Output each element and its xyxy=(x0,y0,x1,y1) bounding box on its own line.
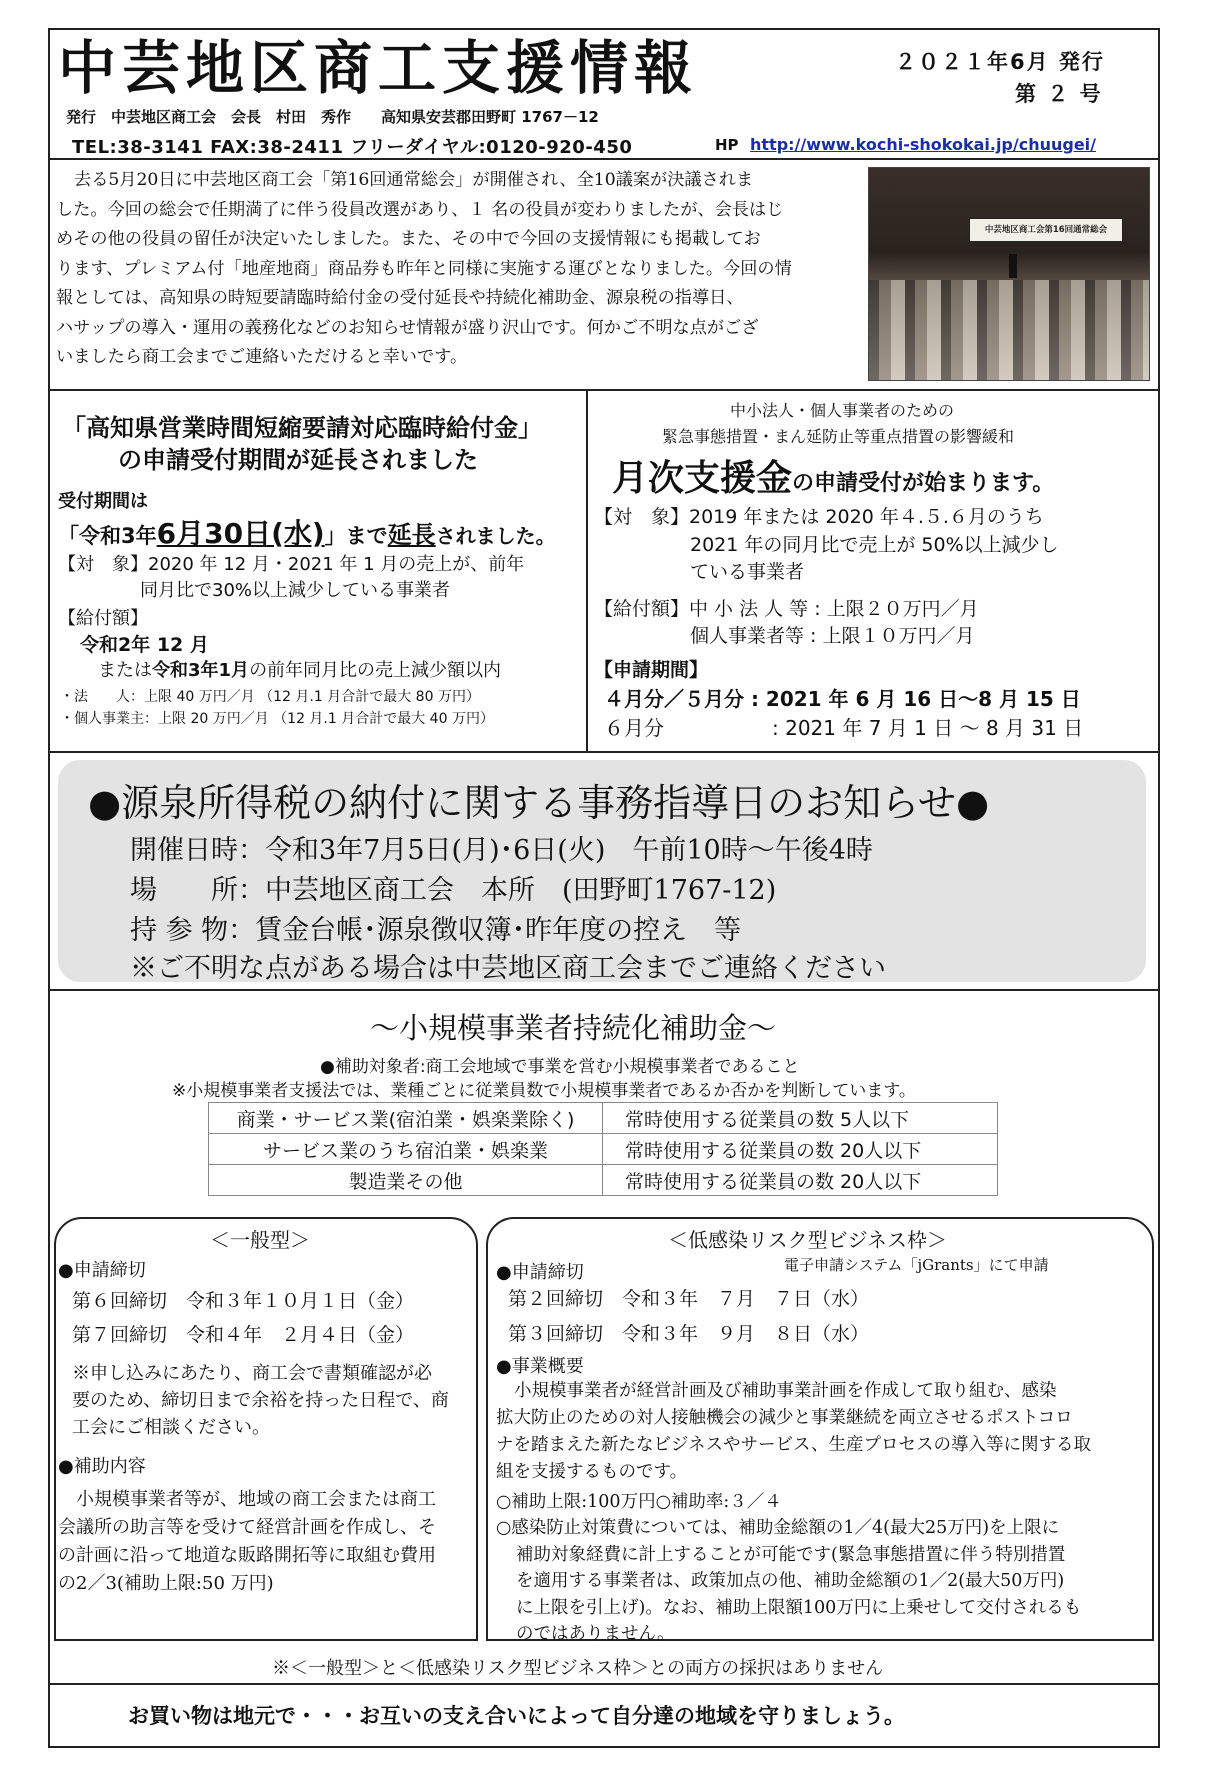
monthly-title-rest: の申請受付が始まります。 xyxy=(792,471,1055,496)
ext-prefix: 「令和3年 xyxy=(58,524,157,548)
summary-line: 拡大防止のための対人接触機会の減少と事業継続を両立させるポストコロ xyxy=(496,1408,1073,1428)
lowrisk-summary-label: ●事業概要 xyxy=(496,1356,584,1377)
kochi-extension xyxy=(58,512,556,552)
speaker xyxy=(1009,254,1017,278)
table-row xyxy=(209,1134,998,1165)
audience xyxy=(869,280,1149,380)
issue-number: 第 ２ 号 xyxy=(1015,82,1103,106)
monthly-period-label: 【申請期間】 xyxy=(594,659,709,681)
kochi-target-1: 【対 象】2020 年 12 月・2021 年 1 月の売上が、前年 xyxy=(58,554,525,575)
ext-extended: 延長 xyxy=(387,521,436,549)
general-deadline-6: 第６回締切 令和３年１０月１日（金） xyxy=(72,1290,415,1312)
general-title: ＜一般型＞ xyxy=(210,1228,310,1252)
extra-line: に上限を引上げ)。なお、補助上限額100万円に上乗せして交付されるも xyxy=(516,1597,1082,1618)
table-cell: 商業・サービス業(宿泊業・娯楽業除く) xyxy=(209,1103,603,1134)
kochi-amount-2 xyxy=(98,656,501,682)
content-line: の計画に沿って地道な販路開拓等に取組む費用 xyxy=(58,1545,436,1566)
table-row xyxy=(209,1165,998,1196)
intro-line: いましたら商工会までご連絡いただけると幸いです。 xyxy=(56,347,468,367)
lowrisk-summary xyxy=(496,1378,1091,1486)
intro-line: 報としては、高知県の時短要請臨時給付金の受付延長や持続化補助金、源泉税の指導日、 xyxy=(56,288,744,308)
summary-line: ナを踏まえた新たなビジネスやサービス、生産プロセスの導入等に関する取 xyxy=(496,1435,1091,1455)
caution-line: 要のため、締切日まで余裕を持った日程で、商 xyxy=(72,1390,449,1411)
monthly-target-3: ている事業者 xyxy=(690,561,805,583)
general-meeting-photo xyxy=(868,167,1150,381)
caution-line: 工会にご相談ください。 xyxy=(72,1417,270,1438)
summary-line: 組を支援するものです。 xyxy=(496,1462,688,1482)
table-row xyxy=(209,1103,998,1134)
table-cell: 常時使用する従業員の数 20人以下 xyxy=(603,1134,998,1165)
amount2-month: 令和3年1月 xyxy=(152,660,250,681)
gensen-title: ●源泉所得税の納付に関する事務指導日のお知らせ● xyxy=(88,781,990,825)
subsidy-target: ●補助対象者:商工会地域で事業を営む小規模事業者であること xyxy=(320,1057,800,1077)
intro-line: 去る5月20日に中芸地区商工会「第16回通常総会」が開催され、全10議案が決議されま xyxy=(74,170,754,190)
monthly-target-2: 2021 年の同月比で売上が 50%以上減少し xyxy=(690,534,1059,556)
publisher-line: 発行 中芸地区商工会 会長 村田 秀作 高知県安芸郡田野町 1767－12 xyxy=(66,108,599,126)
jgrants-note: 電子申請システム「jGrants」にて申請 xyxy=(784,1256,1049,1274)
footer-slogan: お買い物は地元で・・・お互いの支え合いによって自分達の地域を守りましょう。 xyxy=(128,1704,905,1728)
general-deadline-7: 第７回締切 令和４年 ２月４日（金） xyxy=(72,1324,415,1346)
lowrisk-deadline-3: 第３回締切 令和３年 ９月 ８日（水） xyxy=(508,1323,870,1345)
general-content-label: ●補助内容 xyxy=(58,1456,146,1477)
issue-date: ２０２１年6月 発行 xyxy=(895,50,1105,74)
content-line: の2／3(補助上限:50 万円) xyxy=(58,1573,274,1594)
monthly-amount-1: 【給付額】中 小 法 人 等 : 上限２０万円／月 xyxy=(594,598,979,620)
lowrisk-deadline-2: 第２回締切 令和３年 ７月 ７日（水） xyxy=(508,1288,870,1310)
period1-months: ４月分／５月分 xyxy=(604,687,744,711)
general-content xyxy=(58,1486,436,1598)
kochi-title-2: の申請受付期間が延長されました xyxy=(118,446,478,474)
monthly-target-1: 【対 象】2019 年または 2020 年４.５.６月のうち xyxy=(594,506,1044,528)
masthead-title: 中芸地区商工支援情報 xyxy=(58,34,699,102)
footer-note: ※＜一般型＞と＜低感染リスク型ビジネス枠＞との両方の採択はありません xyxy=(272,1658,884,1679)
intro-line: ります、プレミアム付「地産地商」商品券も昨年と同様に実施する運びとなりました。今回の情 xyxy=(56,258,792,279)
lowrisk-deadline-label: ●申請締切 xyxy=(496,1262,584,1283)
lowrisk-limit: ○補助上限:100万円○補助率:３／４ xyxy=(496,1492,782,1512)
kochi-amount-label: 【給付額】 xyxy=(58,608,148,629)
gensen-date: 開催日時：令和3年7月5日(月)･6日(火) 午前10時～午後4時 xyxy=(130,835,873,866)
extra-line: のではありません。 xyxy=(516,1624,675,1644)
amount2-or: または xyxy=(98,660,152,681)
extra-line: 補助対象経費に計上することが可能です(緊急事態措置に伴う特別措置 xyxy=(516,1544,1066,1565)
intro-line: めその他の役員の留任が決定いたしました。また、その中で今回の支援情報にも掲載してお xyxy=(56,229,761,249)
table-cell: サービス業のうち宿泊業・娯楽業 xyxy=(209,1134,603,1165)
gensen-place: 場 所：中芸地区商工会 本所 (田野町1767-12) xyxy=(130,875,777,906)
kochi-title-1: 「高知県営業時間短縮要請対応臨時給付金」 xyxy=(62,414,542,442)
kochi-period-label: 受付期間は xyxy=(58,491,148,512)
table-cell: 常時使用する従業員の数 20人以下 xyxy=(603,1165,998,1196)
hp-label: HP xyxy=(715,136,739,154)
content-line: 会議所の助言等を受けて経営計画を作成し、そ xyxy=(58,1517,436,1538)
intro-text xyxy=(56,166,856,373)
homepage-link[interactable]: http://www.kochi-shokokai.jp/chuugei/ xyxy=(750,135,1097,154)
monthly-sub-2: 緊急事態措置・まん延防止等重点措置の影響緩和 xyxy=(662,427,1015,446)
extra-line: を適用する事業者は、政策加点の他、補助金総額の1／2(最大50万円) xyxy=(516,1571,1065,1591)
table-cell: 製造業その他 xyxy=(209,1165,603,1196)
table-cell: 常時使用する従業員の数 5人以下 xyxy=(603,1103,998,1134)
kochi-note-indiv: ・個人事業主：上限 20 万円／月 （12 月.1 月合計で最大 40 万円） xyxy=(60,711,494,727)
lowrisk-extra xyxy=(496,1515,1081,1648)
summary-line: 小規模事業者が経営計画及び補助事業計画を作成して取り組む、感染 xyxy=(514,1381,1057,1401)
stage-banner xyxy=(969,218,1123,242)
amount2-rest: の前年同月比の売上減少額以内 xyxy=(249,660,502,681)
employee-table xyxy=(208,1102,998,1196)
contact-line: TEL:38-3141 FAX:38-2411 フリーダイヤル:0120-920-450 xyxy=(72,137,633,158)
content-line: 小規模事業者等が、地域の商工会または商工 xyxy=(76,1489,436,1510)
period2-dates: : 2021 年 7 月 1 日 ～ 8 月 31 日 xyxy=(772,716,1084,740)
ext-date: 6月30日(水) xyxy=(156,517,325,550)
intro-line: ハサップの導入・運用の義務化などのお知らせ情報が盛り沢山です。何かご不明な点がござ xyxy=(56,317,759,338)
kochi-target-2: 同月比で30%以上減少している事業者 xyxy=(140,580,451,601)
general-caution xyxy=(72,1360,449,1441)
gensen-inquiry: ※ご不明な点がある場合は中芸地区商工会までご連絡ください xyxy=(130,953,886,984)
subsidy-note: ※小規模事業者支援法では、業種ごとに従業員数で小規模事業者であるか否かを判断しています。 xyxy=(172,1081,916,1101)
gensen-items: 持 参 物：賃金台帳･源泉徴収簿･昨年度の控え 等 xyxy=(130,915,742,946)
monthly-period-2 xyxy=(604,712,1083,741)
period1-dates: : 2021 年 6 月 16 日～8 月 15 日 xyxy=(750,687,1081,711)
kochi-amount-1: 令和2年 12 月 xyxy=(80,634,209,656)
monthly-amount-2: 個人事業者等 : 上限１０万円／月 xyxy=(690,625,975,647)
period2-month: ６月分 xyxy=(604,716,664,740)
extra-line: ○感染防止対策費については、補助金総額の1／4(最大25万円)を上限に xyxy=(496,1518,1060,1538)
monthly-period-1 xyxy=(604,683,1081,712)
general-deadline-label: ●申請締切 xyxy=(58,1260,146,1281)
subsidy-title: ～小規模事業者持続化補助金～ xyxy=(370,1011,777,1045)
ext-suffix-end: されました。 xyxy=(435,524,556,548)
monthly-title xyxy=(612,450,1054,501)
caution-line: ※申し込みにあたり、商工会で書類確認が必 xyxy=(72,1363,432,1384)
monthly-title-big: 月次支援金 xyxy=(612,458,793,499)
intro-line: した。今回の総会で任期満了に伴う役員改選があり、１ 名の役員が変わりましたが、会長はじ xyxy=(56,199,784,220)
monthly-sub-1: 中小法人・個人事業者のための xyxy=(730,401,955,420)
lowrisk-title: ＜低感染リスク型ビジネス枠＞ xyxy=(668,1228,947,1252)
stage-banner-text: 中芸地区商工会第16回通常総会 xyxy=(984,225,1108,235)
ext-suffix: 」まで xyxy=(324,524,388,548)
kochi-note-corp: ・法 人：上限 40 万円／月 （12 月.1 月合計で最大 80 万円） xyxy=(60,689,480,705)
